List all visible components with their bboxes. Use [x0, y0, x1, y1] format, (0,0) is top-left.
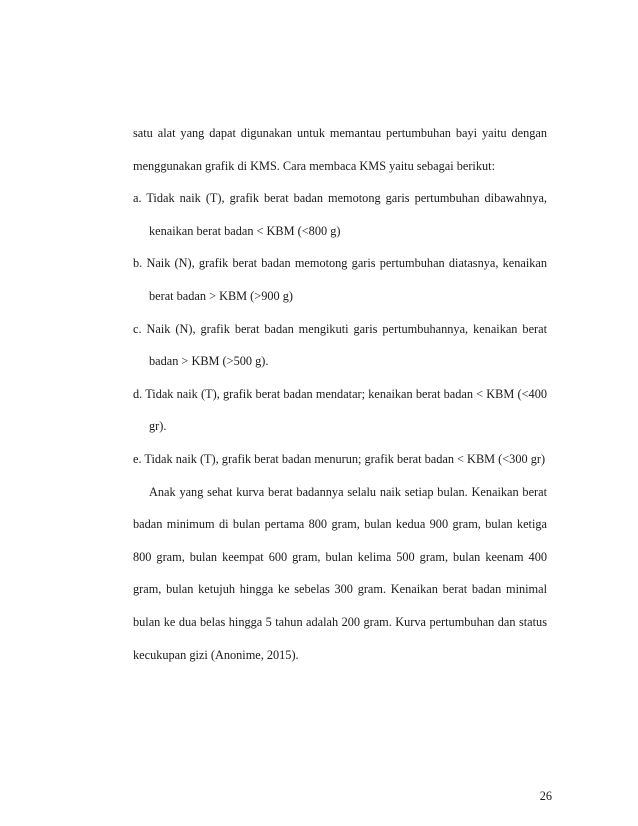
list-item-a: a. Tidak naik (T), grafik berat badan memotong garis pertumbuhan dibawahnya, kenaikan berat badan < KBM (<800 g): [133, 191, 547, 238]
list-item-e: e. Tidak naik (T), grafik berat badan menurun; grafik berat badan < KBM (<300 gr): [133, 451, 546, 466]
weight-gain-paragraph: Anak yang sehat kurva berat badannya selalu naik setiap bulan. Kenaikan berat badan minimum di bulan pertama 800 gram, bulan kedua 900 gram, bulan ketiga 800 gram, bulan keempat 600 gram, bulan kelima 500 gram, bulan keenam 400 gram, bulan ketujuh hingga ke sebelas 300 gram. Kenaikan berat badan minimal bulan ke dua belas hingga 5 tahun adalah 200 gram. Kurva pertumbuhan dan status kecukupan gizi (Anonime, 2015).: [133, 484, 547, 662]
list-item-d: d. Tidak naik (T), grafik berat badan mendatar; kenaikan berat badan < KBM (<400 gr).: [133, 386, 547, 434]
list-item-b: b. Naik (N), grafik berat badan memotong garis pertumbuhan diatasnya, kenaikan berat badan > KBM (>900 g): [133, 256, 547, 303]
body-text: [133, 117, 547, 671]
kms-reading-list: [133, 182, 547, 475]
list-item-c: c. Naik (N), grafik berat badan mengikuti garis pertumbuhannya, kenaikan berat badan > KBM (>500 g).: [133, 321, 547, 369]
intro-paragraph: satu alat yang dapat digunakan untuk memantau pertumbuhan bayi yaitu dengan menggunakan grafik di KMS. Cara membaca KMS yaitu sebagai berikut:: [133, 126, 547, 173]
page-number: 26: [539, 789, 552, 803]
